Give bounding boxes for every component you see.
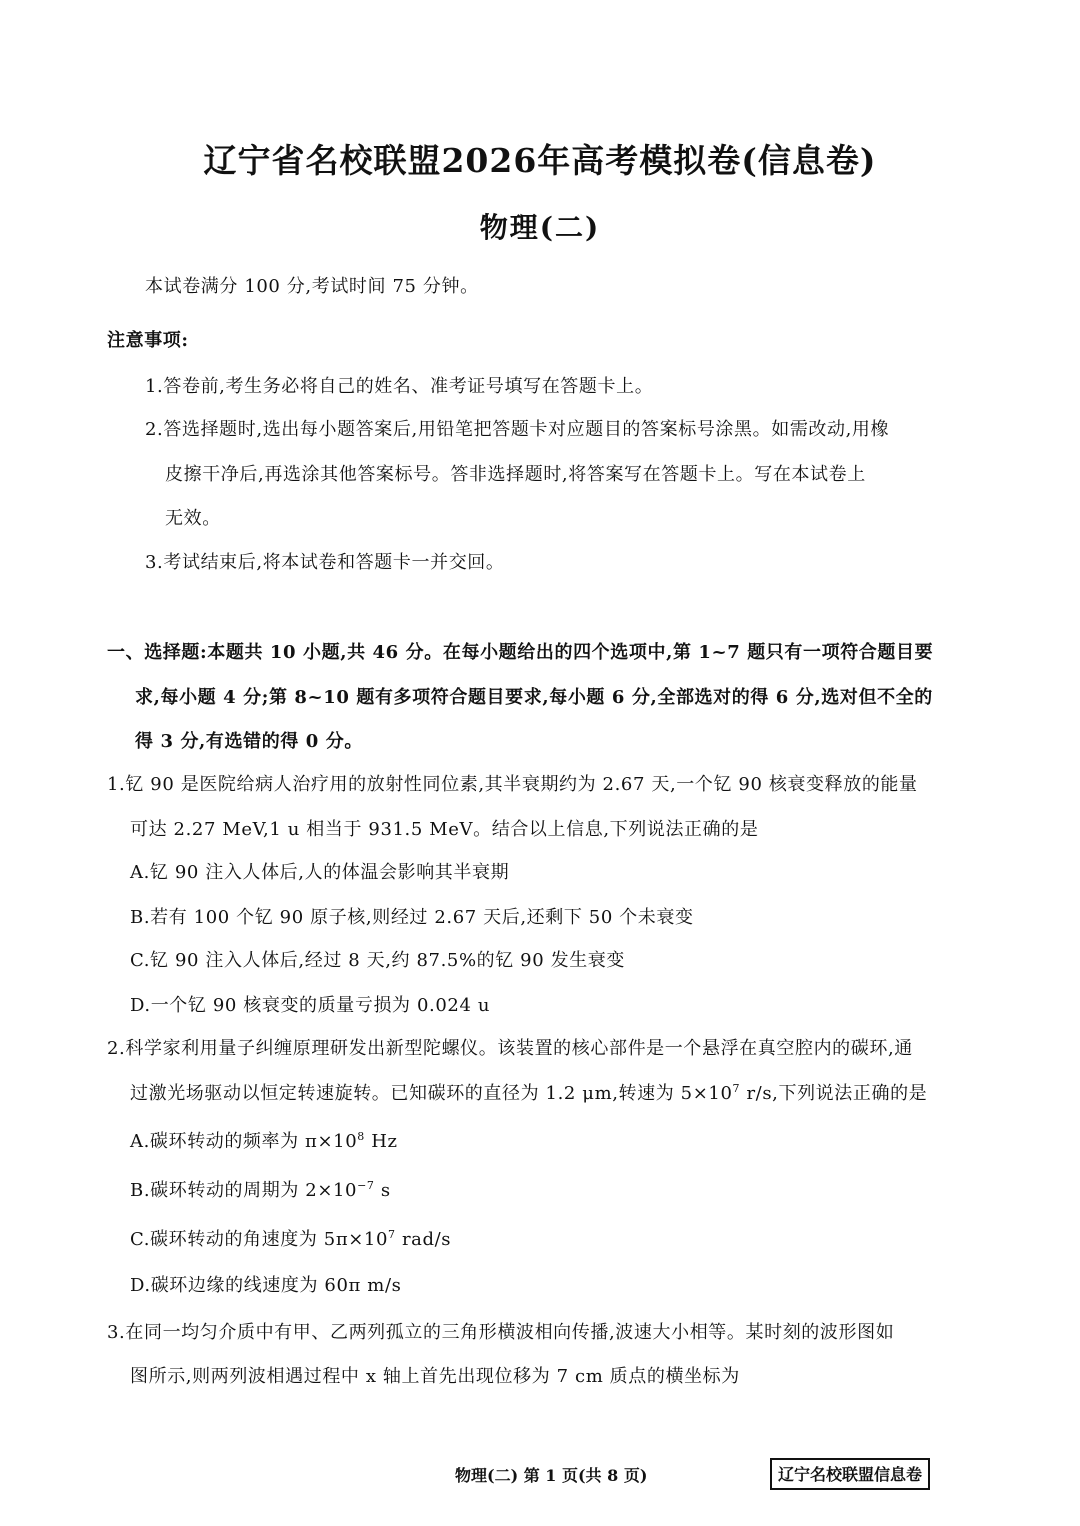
q2-option-b	[130, 1176, 391, 1202]
q2-stem-line-2-text-b: r/s,下列说法正确的是	[740, 1083, 928, 1104]
exam-title: 辽宁省名校联盟2026年高考模拟卷(信息卷)	[203, 141, 877, 180]
q1-option-d: D.一个钇 90 核衰变的质量亏损为 0.024 u	[130, 995, 491, 1016]
notice-item-2-line-1: 2.答选择题时,选出每小题答案后,用铅笔把答题卡对应题目的答案标号涂黑。如需改动,用橡	[145, 419, 890, 440]
q1-option-b: B.若有 100 个钇 90 原子核,则经过 2.67 天后,还剩下 50 个未衰变	[130, 907, 694, 928]
q1-stem-line-1: 1.钇 90 是医院给病人治疗用的放射性同位素,其半衰期约为 2.67 天,一个钇 90 核衰变释放的能量	[107, 774, 918, 795]
section-1-line-1: 一、选择题:本题共 10 小题,共 46 分。在每小题给出的四个选项中,第 1~7 题只有一项符合题目要	[107, 642, 934, 663]
q2-stem-line-2	[130, 1079, 927, 1105]
q2-option-c	[130, 1225, 451, 1251]
exam-intro: 本试卷满分 100 分,考试时间 75 分钟。	[145, 276, 479, 297]
footer-page-info: 物理(二) 第 1 页(共 8 页)	[455, 1466, 648, 1485]
q2-option-a-text: A.碳环转动的频率为 π×10	[130, 1131, 358, 1152]
notice-item-3: 3.考试结束后,将本试卷和答题卡一并交回。	[145, 552, 505, 573]
q2-option-a-unit: Hz	[364, 1131, 398, 1152]
q3-stem-line-1: 3.在同一均匀介质中有甲、乙两列孤立的三角形横波相向传播,波速大小相等。某时刻的波形图如	[107, 1322, 895, 1343]
q2-stem-line-1: 2.科学家利用量子纠缠原理研发出新型陀螺仪。该装置的核心部件是一个悬浮在真空腔内的碳环,通	[107, 1038, 913, 1059]
q2-stem-line-2-text-a: 过激光场驱动以恒定转速旋转。已知碳环的直径为 1.2 μm,转速为 5×10	[130, 1083, 733, 1104]
notice-heading: 注意事项:	[107, 330, 189, 351]
q2-option-a-exponent: 8	[357, 1130, 365, 1143]
section-1-line-2: 求,每小题 4 分;第 8~10 题有多项符合题目要求,每小题 6 分,全部选对的得 6 分,选对但不全的	[135, 687, 933, 708]
q2-option-b-exponent: −7	[357, 1179, 375, 1192]
q1-option-a: A.钇 90 注入人体后,人的体温会影响其半衰期	[130, 862, 510, 883]
q2-option-c-exponent: 7	[388, 1228, 396, 1241]
section-1-line-3: 得 3 分,有选错的得 0 分。	[135, 731, 363, 752]
footer-brand-box: 辽宁名校联盟信息卷	[770, 1458, 930, 1490]
q2-option-d: D.碳环边缘的线速度为 60π m/s	[130, 1275, 402, 1296]
q2-option-a	[130, 1127, 398, 1153]
exam-subtitle: 物理(二)	[479, 211, 601, 244]
q2-option-b-text: B.碳环转动的周期为 2×10	[130, 1180, 358, 1201]
q3-stem-line-2: 图所示,则两列波相遇过程中 x 轴上首先出现位移为 7 cm 质点的横坐标为	[130, 1366, 740, 1387]
notice-item-2-line-3: 无效。	[165, 508, 221, 529]
notice-item-2-line-2: 皮擦干净后,再选涂其他答案标号。答非选择题时,将答案写在答题卡上。写在本试卷上	[165, 464, 866, 485]
notice-item-1: 1.答卷前,考生务必将自己的姓名、准考证号填写在答题卡上。	[145, 376, 654, 397]
q2-option-c-unit: rad/s	[395, 1229, 452, 1250]
q1-stem-line-2: 可达 2.27 MeV,1 u 相当于 931.5 MeV。结合以上信息,下列说法正确的是	[130, 819, 759, 840]
q1-option-c: C.钇 90 注入人体后,经过 8 天,约 87.5%的钇 90 发生衰变	[130, 950, 625, 971]
q2-option-c-text: C.碳环转动的角速度为 5π×10	[130, 1229, 389, 1250]
q2-option-b-unit: s	[374, 1180, 391, 1201]
q2-stem-exponent: 7	[732, 1082, 741, 1095]
